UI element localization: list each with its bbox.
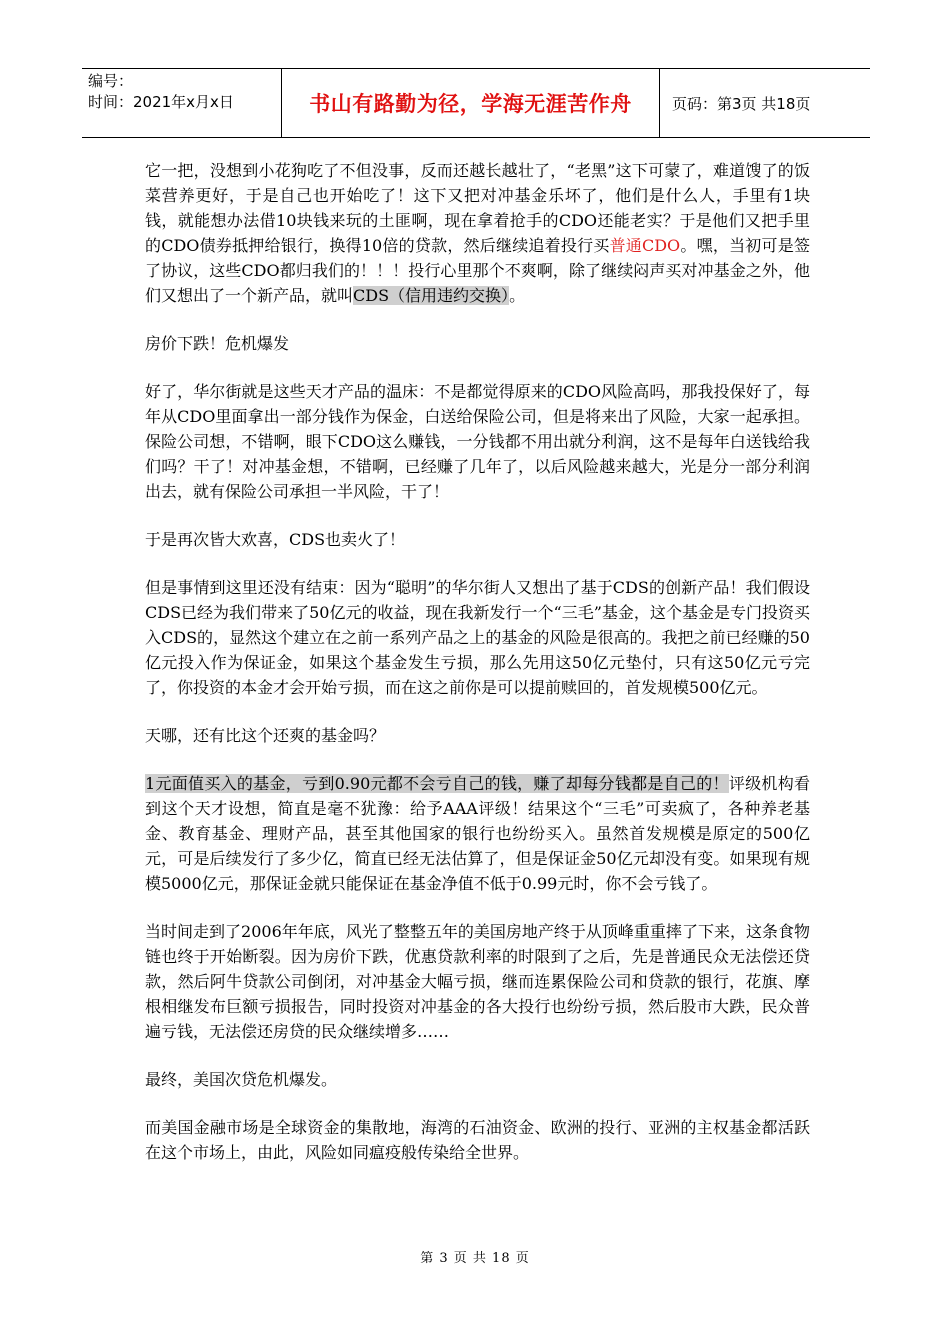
paragraph: 最终，美国次贷危机爆发。 [145,1070,338,1089]
page-footer: 第 3 页 共 18 页 [420,1251,530,1266]
paragraph: 而美国金融市场是全球资金的集散地，海湾的石油资金、欧洲的投行、亚洲的主权基金都活跃在这个市场上，由此，风险如同瘟疫般传染给全世界。 [145,1118,810,1162]
paragraph: 天哪，还有比这个还爽的基金吗？ [145,726,386,745]
paragraph: 好了，华尔街就是这些天才产品的温床：不是都觉得原来的CDO风险高吗，那我投保好了，每年从CDO里面拿出一部分钱作为保金，白送给保险公司，但是将来出了风险，大家一起承担。保险公司想，不错啊，眼下CDO这么赚钱，一分钱都不用出就分利润，这不是每年白送钱给我们吗？干了！对冲基金想，不错啊，已经赚了几年了，以后风险越来越大，光是分一部分利润出去，就有保险公司承担一半风险，干了！ [145,382,810,501]
paragraph: 于是再次皆大欢喜，CDS也卖火了！ [145,530,406,549]
page-header [82,68,870,138]
red-text: 普通CDO [609,236,681,255]
paragraph: 当时间走到了2006年年底，风光了整整五年的美国房地产终于从顶峰重重摔了下来，这条食物链也终于开始断裂。因为房价下跌，优惠贷款利率的时限到了之后，先是普通民众无法偿还贷款，然后阿牛贷款公司倒闭，对冲基金大幅亏损，继而连累保险公司和贷款的银行，花旗、摩根相继发布巨额亏损报告，同时投资对冲基金的各大投行也纷纷亏损，然后股市大跌，民众普遍亏钱，无法偿还房贷的民众继续增多…… [145,922,810,1041]
header-number-label: 编号： [88,72,134,90]
paragraph [145,158,810,308]
paragraph [145,771,810,896]
document-body [145,158,810,1188]
paragraph: 但是事情到这里还没有结束：因为“聪明”的华尔街人又想出了基于CDS的创新产品！我们假设CDS已经为我们带来了50亿元的收益，现在我新发行一个“三毛”基金，这个基金是专门投资买入CDS的，显然这个建立在之前一系列产品之上的基金的风险是很高的。我把之前已经赚的50亿元投入作为保证金，如果这个基金发生亏损，那么先用这50亿元垫付，只有这50亿元亏完了，你投资的本金才会开始亏损，而在这之前你是可以提前赎回的，首发规模500亿元。 [145,578,810,697]
highlighted-text: CDS（信用违约交换） [353,286,510,305]
paragraph-text: 。 [509,286,526,305]
header-meta [82,69,282,137]
paragraph-text: 。嘿，当初可是签了协议，这些CDO都归我们的！！！投行心里那个不爽啊，除了继续闷声买对冲基金之外，他们又想出了一个新产品，就叫 [145,236,810,305]
header-date-label: 时间：2021年x月x日 [88,93,234,111]
section-heading: 房价下跌！危机爆发 [145,334,290,353]
paragraph-text: 它一把，没想到小花狗吃了不但没事，反而还越长越壮了，“老黑”这下可蒙了，难道馊了的饭菜营养更好，于是自己也开始吃了！这下又把对冲基金乐坏了，他们是什么人，手里有1块钱，就能想办法借10块钱来玩的土匪啊，现在拿着抢手的CDO还能老实？于是他们又把手里的CDO债券抵押给银行，换得10倍的贷款，然后继续追着投行买 [145,161,810,255]
header-motto: 书山有路勤为径，学海无涯苦作舟 [282,69,660,137]
header-page-label: 页码：第3页 共18页 [672,94,811,113]
highlighted-text: 1元面值买入的基金，亏到0.90元都不会亏自己的钱，赚了却每分钱都是自己的！ [145,774,729,793]
paragraph-text: 评级机构看到这个天才设想，简直是毫不犹豫：给予AAA评级！结果这个“三毛”可卖疯了，各种养老基金、教育基金、理财产品，甚至其他国家的银行也纷纷买入。虽然首发规模是原定的500亿元，可是后续发行了多少亿，简直已经无法估算了，但是保证金50亿元却没有变。如果现有规模5000亿元，那保证金就只能保证在基金净值不低于0.99元时，你不会亏钱了。 [145,774,810,893]
